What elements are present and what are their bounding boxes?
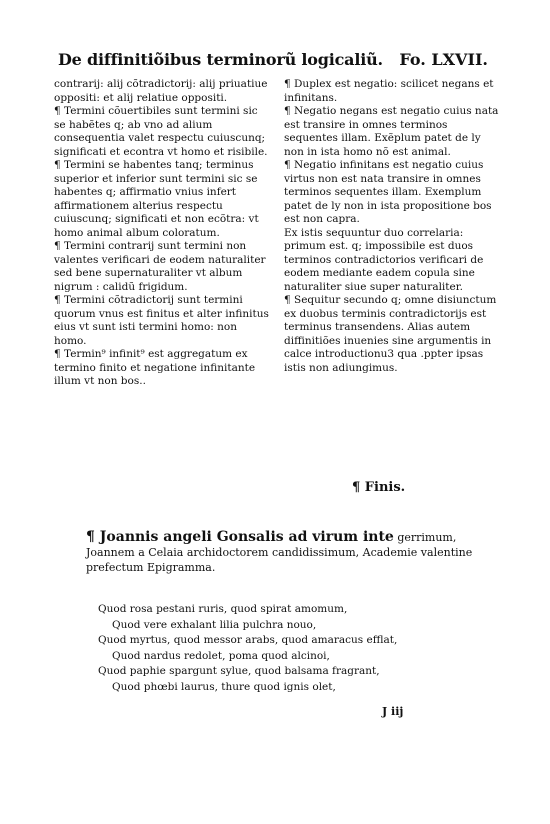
epigram [98,602,468,695]
paragraph: ¶ Negatio negans est negatio cuius nata est transire in omnes terminos sequentes illam. Exẽplum patet de ly non in ista homo nõ est animal. [284,105,499,158]
paragraph: ¶ Termin⁹ infinit⁹ est aggregatum ex termino finito et negatione infinitante illum vt non bos.. [54,348,256,387]
dedication [86,530,506,575]
paragraph: contrarij: alij cõtradictorij: alij priuatiue oppositi: et alij relatiue oppositi. [54,78,268,104]
paragraph: ¶ Termini cõuertibiles sunt termini sic se habẽtes q; ab vno ad alium consequentia valet respectu cuiuscunq; significati et econtra vt homo et risibile. [54,105,268,158]
paragraph: ¶ Duplex est negatio: scilicet negans et infinitans. [284,78,494,104]
verse-line: Quod nardus redolet, poma quod alcinoi, [112,649,330,662]
paragraph: Ex istis sequuntur duo correlaria: primum est. q; impossibile est duos terminos contradictorios verificari de eodem mediante eadem copula sine naturaliter siue super naturaliter. [284,226,484,293]
paragraph: ¶ Negatio infinitans est negatio cuius virtus non est nata transire in omnes terminos sequentes illam. Exemplum patet de ly non in ista propositione bos est non capra. [284,159,492,225]
verse-line: Quod rosa pestani ruris, quod spirat amomum, [98,603,348,615]
verse-line: Quod vere exhalant lilia pulchra nouo, [112,618,317,631]
running-title: De diffinitiõibus terminorũ logicaliũ. [58,50,383,69]
finis-mark: ¶ Finis. [352,480,406,495]
dedication-lead: ¶ Joannis angeli Gonsalis ad virum inte [86,529,394,545]
paragraph: ¶ Sequitur secundo q; omne disiunctum ex duobus terminis contradictorijs est terminus transendens. Alias autem diffinitiões inuenies sine argumentis in calce introductionu3 qua .ppter ipsas istis non adiungimus. [284,294,497,374]
verse-line: Quod phœbi laurus, thure quod ignis olet, [112,680,336,693]
signature-mark: J iij [382,705,404,718]
dedication-body: gerrimum, Joannem a Celaia archidoctorem candidissimum, Academie valentine prefectum Epigramma. [86,531,473,574]
paragraph: ¶ Termini cõtradictorij sunt termini quorum vnus est finitus et alter infinitus eius vt sunt isti termini homo: non homo. [54,294,269,347]
left-column [54,78,272,389]
verse-line: Quod paphie spargunt sylue, quod balsama fragrant, [98,665,380,677]
folio-number: Fo. LXVII. [399,50,488,69]
paragraph: ¶ Termini contrarij sunt termini non valentes verificari de eodem naturaliter sed bene supernaturaliter vt album nigrum : calidũ frigidum. [54,240,266,293]
right-column [284,78,499,375]
verse-line: Quod myrtus, quod messor arabs, quod amaracus efflat, [98,634,398,646]
paragraph: ¶ Termini se habentes tanq; terminus superior et inferior sunt termini sic se habentes q; affirmatio vnius infert affirmationem alterius respectu cuiuscunq; significati et non ecõtra: vt homo animal album coloratum. [54,159,259,239]
